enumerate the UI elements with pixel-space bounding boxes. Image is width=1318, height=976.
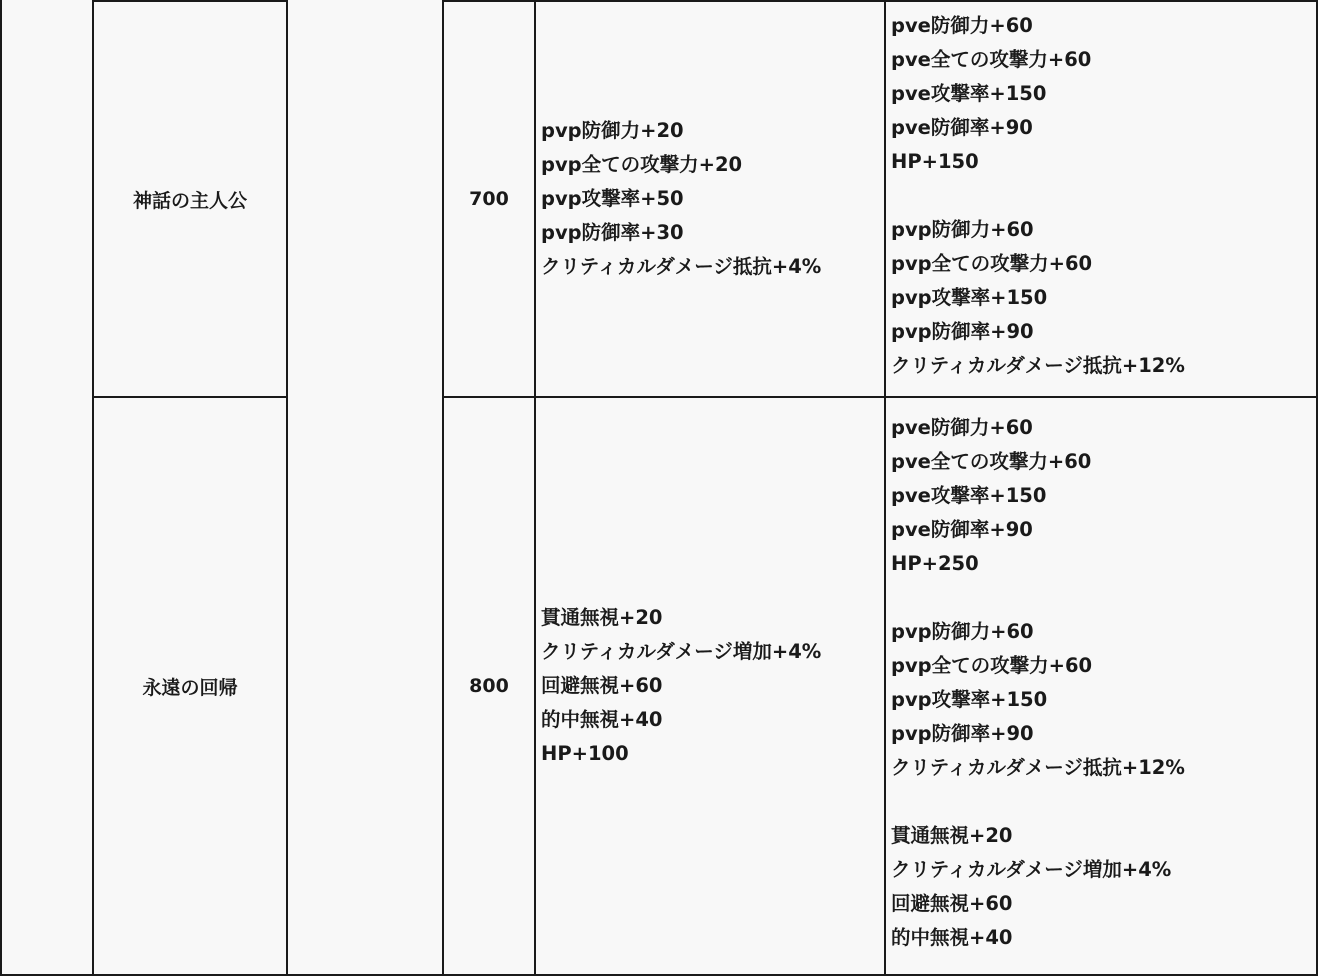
- total-line: pvp防御力+60: [891, 218, 1034, 241]
- row-total-list: [886, 411, 1316, 974]
- effect-line: クリティカルダメージ増加+4%: [541, 640, 822, 663]
- total-line: クリティカルダメージ抵抗+12%: [891, 756, 1185, 779]
- total-line: pvp攻撃率+150: [891, 286, 1048, 309]
- column-divider: [286, 0, 288, 976]
- effect-line: 回避無視+60: [541, 674, 663, 697]
- effect-line: pvp防御率+30: [541, 221, 684, 244]
- total-line: pvp防御率+90: [891, 320, 1034, 343]
- total-line-spacer: [891, 179, 1316, 213]
- table-row-cost: [444, 2, 534, 396]
- total-line: HP+150: [891, 150, 979, 173]
- table-row-cost: [444, 398, 534, 974]
- total-line: pve防御率+90: [891, 116, 1033, 139]
- total-line: pvp全ての攻撃力+60: [891, 252, 1093, 275]
- total-line: pvp防御率+90: [891, 722, 1034, 745]
- total-line: pvp全ての攻撃力+60: [891, 654, 1093, 677]
- effect-line: pvp攻撃率+50: [541, 187, 684, 210]
- total-line: クリティカルダメージ増加+4%: [891, 858, 1172, 881]
- total-line: pve防御力+60: [891, 416, 1033, 439]
- total-line: pvp防御力+60: [891, 620, 1034, 643]
- total-line: pve防御率+90: [891, 518, 1033, 541]
- total-line: pve全ての攻撃力+60: [891, 48, 1092, 71]
- total-line: pvp攻撃率+150: [891, 688, 1048, 711]
- table-row-title: [94, 2, 286, 396]
- table-row-title: [94, 398, 286, 974]
- total-line: 貫通無視+20: [891, 824, 1013, 847]
- effect-line: pvp防御力+20: [541, 119, 684, 142]
- row-title: 永遠の回帰: [142, 676, 238, 699]
- effect-line: pvp全ての攻撃力+20: [541, 153, 743, 176]
- total-line: pve全ての攻撃力+60: [891, 450, 1092, 473]
- total-line: HP+250: [891, 552, 979, 575]
- row-title: 神話の主人公: [132, 189, 247, 212]
- total-line: pve防御力+60: [891, 14, 1033, 37]
- row-cost: 800: [469, 675, 509, 697]
- effect-line: 的中無視+40: [541, 708, 663, 731]
- total-line: 的中無視+40: [891, 926, 1013, 949]
- column-divider: [0, 0, 2, 976]
- row-total-list: [886, 9, 1316, 396]
- effect-line: クリティカルダメージ抵抗+4%: [541, 255, 822, 278]
- row-effect-list: [536, 398, 884, 974]
- total-line-spacer: [891, 581, 1316, 615]
- row-effect-list: [536, 2, 884, 396]
- effect-line: 貫通無視+20: [541, 606, 663, 629]
- total-line: pve攻撃率+150: [891, 82, 1047, 105]
- total-line-spacer: [891, 785, 1316, 819]
- total-line: クリティカルダメージ抵抗+12%: [891, 354, 1185, 377]
- total-line: pve攻撃率+150: [891, 484, 1047, 507]
- effect-line: HP+100: [541, 742, 629, 765]
- total-line: 回避無視+60: [891, 892, 1013, 915]
- row-cost: 700: [469, 188, 509, 210]
